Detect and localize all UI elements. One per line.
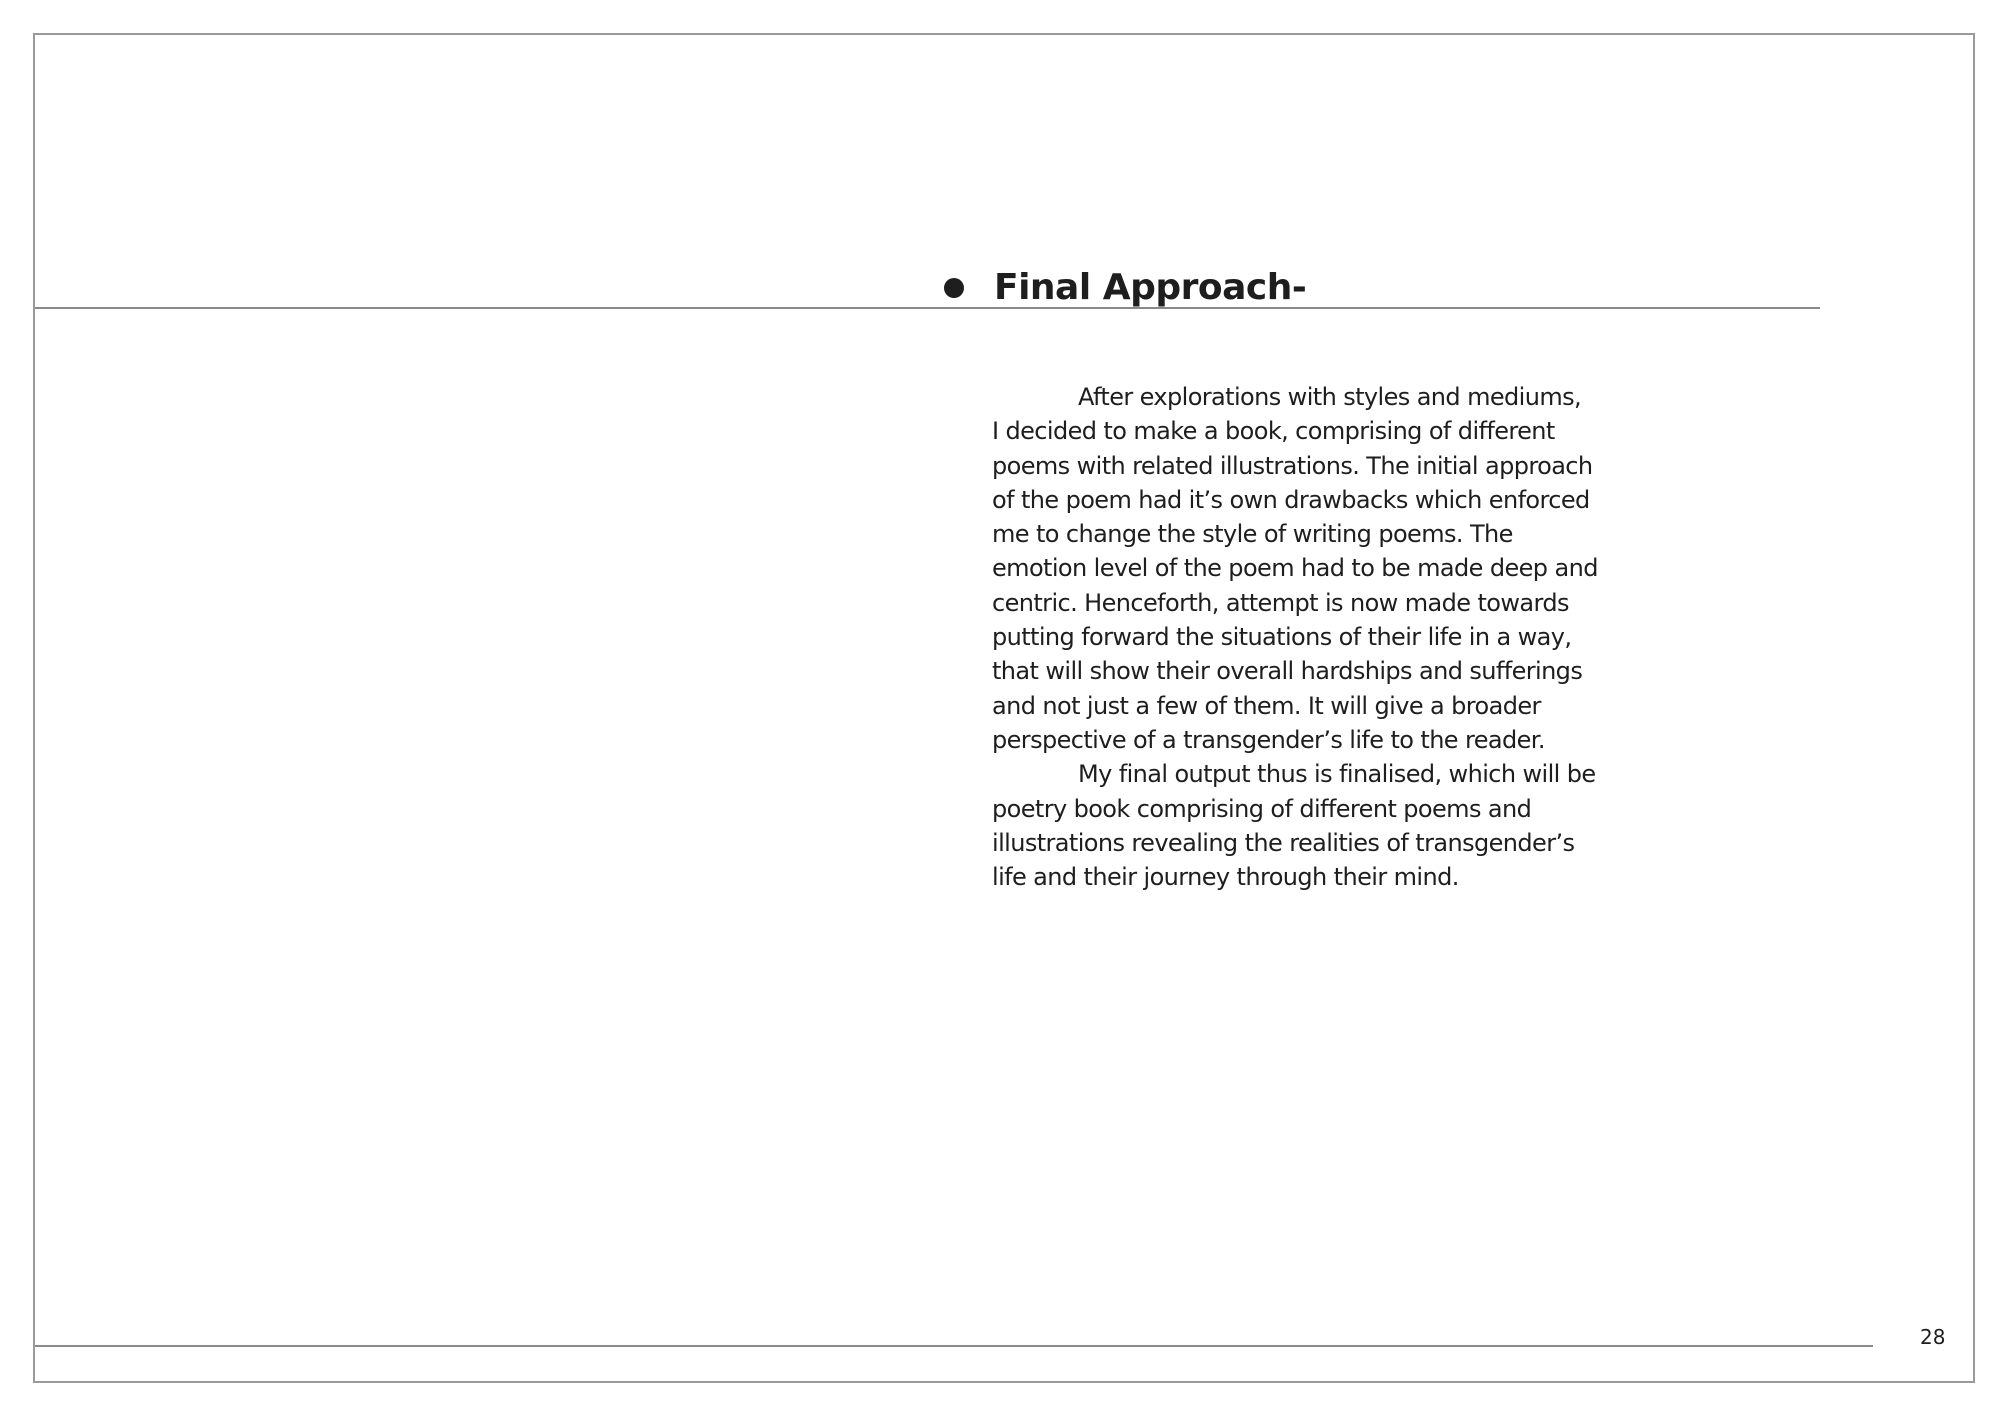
body-paragraphs <box>992 380 1632 894</box>
paragraph-line: life and their journey through their mind. <box>992 863 1459 892</box>
paragraph-line: poetry book comprising of different poems and <box>992 794 1532 823</box>
paragraph-line: me to change the style of writing poems. The <box>992 520 1513 549</box>
paragraph-line: that will show their overall hardships and sufferings <box>992 657 1583 686</box>
paragraph-line: poems with related illustrations. The initial approach <box>992 451 1593 480</box>
section-heading: Final Approach- <box>994 267 1307 308</box>
heading-divider <box>35 307 1820 309</box>
paragraph-line: emotion level of the poem had to be made deep and <box>992 554 1598 583</box>
paragraph-line: of the poem had it’s own drawbacks which enforced <box>992 485 1590 514</box>
paragraph-line: and not just a few of them. It will give a broader <box>992 691 1541 720</box>
page-number: 28 <box>1920 1325 1946 1349</box>
paragraph-line: After explorations with styles and mediums, <box>1078 383 1582 411</box>
paragraph-line: My final output thus is finalised, which will be <box>1078 760 1596 789</box>
footer-divider <box>35 1345 1873 1347</box>
paragraph-line: I decided to make a book, comprising of different <box>992 417 1555 446</box>
bullet-icon <box>944 278 964 298</box>
paragraph-line: centric. Henceforth, attempt is now made towards <box>992 588 1569 617</box>
paragraph-line: illustrations revealing the realities of transgender’s <box>992 828 1575 857</box>
paragraph-line: putting forward the situations of their life in a way, <box>992 623 1572 652</box>
paragraph-line: perspective of a transgender’s life to the reader. <box>992 725 1545 754</box>
